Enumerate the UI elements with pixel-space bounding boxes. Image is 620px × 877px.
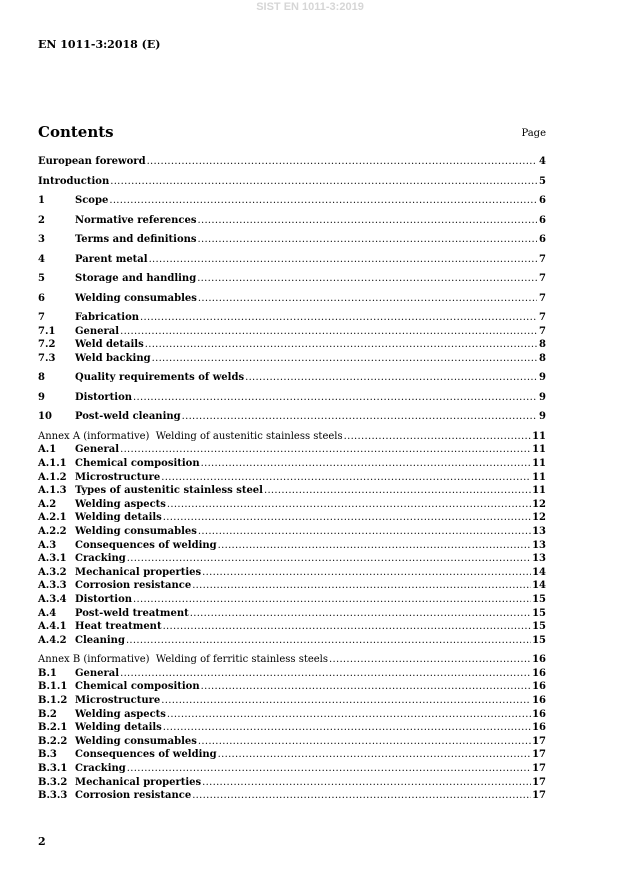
toc-entry-number: 10 [38, 411, 52, 423]
toc-entry-page: 6 [539, 214, 546, 226]
toc-entry-number: A.3.2 [38, 566, 67, 578]
toc-entry[interactable] [38, 566, 546, 580]
dot-leader [161, 694, 531, 707]
toc-entry-title: Chemical composition [75, 457, 200, 469]
dot-leader [120, 667, 531, 680]
toc-entry-number: A.4.1 [38, 621, 67, 633]
toc-entry[interactable] [38, 708, 546, 722]
toc-entry[interactable] [38, 498, 546, 512]
toc-entry-title: Welding details [75, 512, 162, 524]
dot-leader [198, 233, 537, 246]
toc-entry-title: Introduction [38, 175, 110, 187]
toc-entry-page: 11 [532, 457, 546, 469]
toc-entry-page: 7 [539, 325, 546, 337]
toc-entry[interactable] [38, 511, 546, 525]
toc-entry[interactable] [38, 607, 546, 621]
toc-entry-number: 9 [38, 391, 45, 403]
toc-entry-number: 1 [38, 195, 45, 206]
toc-entry[interactable] [38, 410, 546, 430]
toc-entry[interactable] [38, 680, 546, 694]
toc-entry-title: Fabrication [75, 312, 140, 323]
toc-entry-page: 7 [539, 292, 546, 304]
toc-entry-page: 16 [532, 708, 546, 720]
toc-entry-number: 2 [38, 214, 45, 226]
dot-leader [197, 272, 537, 285]
toc-entry-page: 16 [532, 654, 546, 666]
toc-entry[interactable] [38, 233, 546, 253]
dot-leader [120, 443, 531, 456]
toc-entry-title: Weld backing [75, 352, 151, 364]
annex-label: Annex B (informative) [38, 654, 150, 666]
toc-entry-title: General [75, 667, 120, 679]
toc-entry[interactable] [38, 593, 546, 607]
dot-leader [202, 776, 531, 789]
toc-entry-page: 17 [532, 776, 546, 788]
toc-entry-number: A.3.3 [38, 580, 67, 592]
toc-entry[interactable] [38, 579, 546, 593]
toc-entry[interactable] [38, 155, 546, 175]
toc-entry[interactable] [38, 653, 546, 667]
toc-entry-number: 3 [38, 234, 45, 245]
toc-entry-title: Welding of ferritic stainless steels [155, 654, 329, 666]
toc-entry[interactable] [38, 789, 546, 803]
dot-leader [140, 311, 537, 324]
toc-entry-page: 15 [532, 634, 546, 646]
dot-leader [202, 566, 531, 579]
toc-entry-title: Corrosion resistance [75, 580, 192, 592]
toc-entry-number: B.2 [38, 708, 57, 720]
dot-leader [190, 607, 531, 620]
toc-entry[interactable] [38, 634, 546, 648]
dot-leader [218, 748, 531, 761]
toc-entry-page: 17 [532, 790, 546, 802]
toc-entry-title: Welding consumables [75, 292, 197, 304]
toc-entry[interactable] [38, 667, 546, 681]
toc-entry[interactable] [38, 371, 546, 391]
dot-leader [127, 552, 531, 565]
toc-entry-page: 5 [539, 175, 546, 187]
toc-entry-number: B.3 [38, 749, 57, 761]
dot-leader [167, 498, 531, 511]
toc-entry-page: 15 [532, 621, 546, 633]
dot-leader [192, 579, 531, 592]
toc-entry-page: 16 [532, 722, 546, 734]
toc-entry[interactable] [38, 776, 546, 790]
toc-entry-page: 7 [539, 253, 546, 265]
toc-entry[interactable] [38, 352, 546, 372]
dot-leader [201, 457, 531, 470]
toc-entry-page: 13 [532, 525, 546, 537]
toc-entry-page: 17 [532, 735, 546, 747]
toc-entry-title: General [75, 325, 120, 337]
toc-entry-page: 6 [539, 234, 546, 245]
toc-entry[interactable] [38, 539, 546, 553]
dot-leader [152, 352, 537, 365]
dot-leader [163, 620, 532, 633]
toc-entry[interactable] [38, 430, 546, 444]
dot-leader [147, 155, 537, 168]
toc-entry-page: 17 [532, 749, 546, 761]
toc-entry-title: Welding of austenitic stainless steels [155, 430, 343, 442]
toc-entry-title: Parent metal [75, 253, 148, 265]
toc-entry-page: 16 [532, 667, 546, 679]
dot-leader [198, 214, 538, 227]
toc-entry-page: 8 [539, 352, 546, 364]
toc-entry-title: Normative references [75, 214, 197, 226]
toc-entry-page: 6 [539, 195, 546, 206]
toc-entry-title: Distortion [75, 593, 133, 605]
toc-entry-number: B.2.2 [38, 735, 68, 747]
dot-leader [126, 634, 531, 647]
toc-entry-title: Heat treatment [75, 621, 162, 633]
annex-label: Annex A (informative) [38, 430, 150, 442]
toc-entry[interactable] [38, 325, 546, 339]
toc-entry-number: A.2.2 [38, 525, 67, 537]
toc-entry[interactable] [38, 471, 546, 485]
toc-entry-page: 15 [532, 607, 546, 619]
toc-entry-number: 7.2 [38, 339, 56, 351]
toc-entry[interactable] [38, 194, 546, 214]
toc-entry-title: Microstructure [75, 471, 161, 483]
toc-entry-number: A.1.3 [38, 485, 67, 497]
toc-entry-title: Corrosion resistance [75, 790, 192, 802]
dot-leader [264, 484, 531, 497]
toc-entry-number: A.3 [38, 539, 57, 551]
toc-entry[interactable] [38, 748, 546, 762]
toc-entry-page: 11 [532, 471, 546, 483]
toc-entry-number: 8 [38, 372, 45, 384]
dot-leader [109, 194, 537, 207]
toc-entry-page: 14 [532, 566, 546, 578]
toc-entry-number: 5 [38, 273, 45, 284]
dot-leader [344, 430, 531, 443]
toc-entry-title: Weld details [75, 339, 144, 351]
dot-leader [218, 539, 531, 552]
dot-leader [198, 292, 537, 305]
toc-entry-title: Post-weld treatment [75, 607, 189, 619]
toc-entry-title: Welding consumables [75, 525, 197, 537]
toc-entry[interactable] [38, 338, 546, 352]
dot-leader [198, 735, 531, 748]
toc-entry-number: 7.3 [38, 352, 56, 364]
toc-entry-number: A.4 [38, 607, 57, 619]
dot-leader [329, 653, 531, 666]
toc-entry-number: 6 [38, 292, 45, 304]
dot-leader [163, 511, 531, 524]
toc-entry-title: Cracking [75, 553, 126, 565]
toc-entry[interactable] [38, 292, 546, 312]
dot-leader [149, 253, 537, 266]
toc-entry-number: A.3.1 [38, 553, 67, 565]
toc-entry-page: 7 [539, 312, 546, 323]
toc-entry[interactable] [38, 391, 546, 411]
toc-entry[interactable] [38, 311, 546, 325]
toc-entry-number: 7.1 [38, 325, 56, 337]
toc-entry[interactable] [38, 694, 546, 708]
toc-entry-number: B.1 [38, 667, 57, 679]
toc-entry-title: Storage and handling [75, 273, 197, 284]
toc-entry[interactable] [38, 272, 546, 292]
toc-entry-page: 9 [539, 372, 546, 384]
dot-leader [167, 708, 531, 721]
toc-entry-number: A.2.1 [38, 512, 67, 524]
toc-entry[interactable] [38, 552, 546, 566]
toc-entry-title: European foreword [38, 156, 146, 167]
toc-entry-page: 16 [532, 681, 546, 693]
toc-entry[interactable] [38, 214, 546, 234]
toc-entry-title: Welding aspects [75, 498, 166, 510]
dot-leader [127, 762, 531, 775]
toc-entry-page: 4 [539, 156, 546, 167]
toc-entry-page: 14 [532, 580, 546, 592]
toc-entry-title: Quality requirements of welds [75, 372, 245, 384]
dot-leader [133, 593, 531, 606]
toc-entry[interactable] [38, 253, 546, 273]
toc-entry-title: Microstructure [75, 695, 161, 707]
toc-entry-title: General [75, 444, 120, 456]
dot-leader [133, 391, 537, 404]
toc-entry[interactable] [38, 525, 546, 539]
toc-entry-page: 16 [532, 695, 546, 707]
toc-entry-page: 12 [532, 498, 546, 510]
dot-leader [161, 471, 531, 484]
page-column-label: Page [521, 128, 546, 139]
document-id-header: EN 1011-3:2018 (E) [38, 38, 161, 51]
toc-entry-page: 15 [532, 593, 546, 605]
toc-entry-title: Post-weld cleaning [75, 411, 181, 423]
dot-leader [110, 175, 537, 188]
toc-entry-number: 4 [38, 253, 45, 265]
toc-entry-page: 9 [539, 391, 546, 403]
toc-entry-title: Cracking [75, 763, 126, 775]
toc-entry-number: B.3.2 [38, 776, 68, 788]
toc-entry-number: A.1.2 [38, 471, 67, 483]
toc-entry-title: Consequences of welding [75, 749, 217, 761]
toc-entry-page: 17 [532, 763, 546, 775]
toc-entry-title: Welding details [75, 722, 162, 734]
dot-leader [145, 338, 537, 351]
toc-entry-page: 13 [532, 539, 546, 551]
toc-entry-number: B.1.2 [38, 695, 68, 707]
table-of-contents [38, 155, 546, 803]
toc-entry-number: A.1 [38, 444, 57, 456]
watermark: SIST EN 1011-3:2019 [256, 1, 364, 13]
toc-entry-number: B.2.1 [38, 722, 68, 734]
toc-entry-page: 8 [539, 339, 546, 351]
dot-leader [192, 789, 531, 802]
toc-entry-title: Welding aspects [75, 708, 166, 720]
toc-entry-title: Distortion [75, 391, 133, 403]
toc-entry[interactable] [38, 443, 546, 457]
toc-entry-number: A.1.1 [38, 457, 67, 469]
toc-entry-title: Mechanical properties [75, 776, 202, 788]
toc-entry[interactable] [38, 620, 546, 634]
toc-entry[interactable] [38, 175, 546, 195]
toc-entry[interactable] [38, 484, 546, 498]
dot-leader [245, 371, 537, 384]
toc-entry-number: A.3.4 [38, 593, 67, 605]
toc-entry-title: Welding consumables [75, 735, 197, 747]
toc-entry-title: Cleaning [75, 634, 125, 646]
dot-leader [198, 525, 531, 538]
toc-entry-title: Mechanical properties [75, 566, 202, 578]
toc-entry-title: Terms and definitions [75, 234, 197, 245]
toc-entry-number: B.3.3 [38, 790, 68, 802]
toc-entry[interactable] [38, 762, 546, 776]
toc-entry-number: B.1.1 [38, 681, 68, 693]
page-number: 2 [38, 835, 46, 848]
toc-entry[interactable] [38, 735, 546, 749]
dot-leader [120, 325, 537, 338]
toc-entry-title: Scope [75, 195, 109, 206]
toc-entry-page: 11 [532, 444, 546, 456]
toc-entry-page: 11 [532, 430, 546, 442]
dot-leader [182, 410, 537, 423]
toc-entry-number: B.3.1 [38, 763, 68, 775]
toc-entry-number: A.4.2 [38, 634, 67, 646]
toc-entry[interactable] [38, 457, 546, 471]
toc-entry-title: Types of austenitic stainless steel [75, 485, 263, 497]
toc-entry-number: A.2 [38, 498, 57, 510]
dot-leader [201, 680, 531, 693]
toc-entry-page: 7 [539, 273, 546, 284]
contents-heading: Contents [38, 123, 114, 141]
toc-entry-number: 7 [38, 312, 45, 323]
toc-entry-page: 12 [532, 512, 546, 524]
toc-entry-title: Consequences of welding [75, 539, 217, 551]
dot-leader [163, 721, 531, 734]
toc-entry-page: 13 [532, 553, 546, 565]
toc-entry-title: Chemical composition [75, 681, 200, 693]
toc-entry[interactable] [38, 721, 546, 735]
toc-entry-page: 11 [532, 485, 546, 497]
toc-entry-page: 9 [539, 411, 546, 423]
